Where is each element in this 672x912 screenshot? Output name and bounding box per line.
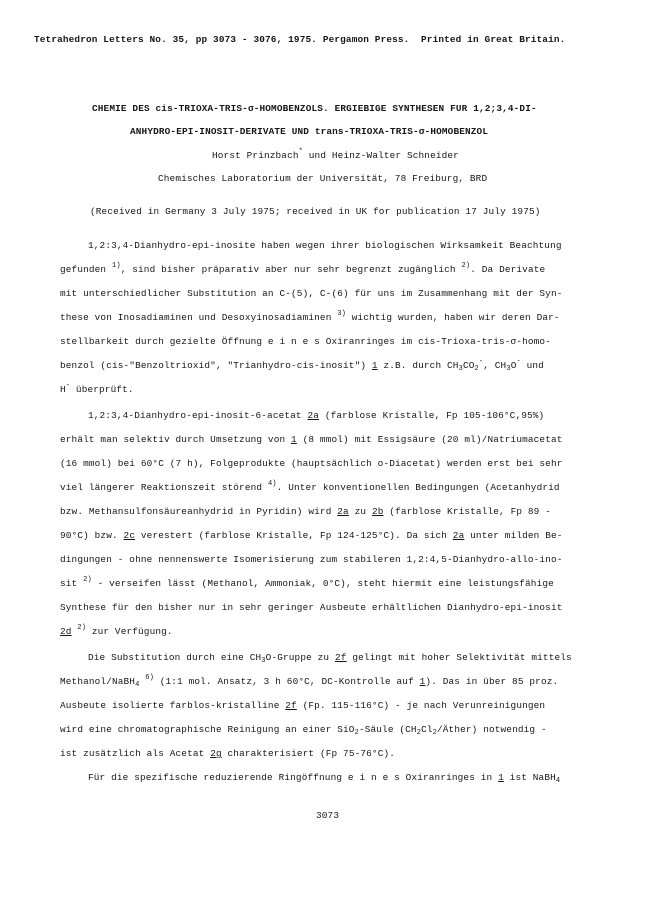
para2-line: sit $^{2)}$ - verseifen lässt (Methanol, Ammoniak, 0°C), steht hiermit eine leistungsfähige <box>60 576 554 589</box>
para3-line: Ausbeute isolierte farblos-kristalline 2f (Fp. 115-116°C) - je nach Verunreinigungen <box>60 700 546 711</box>
ref-1: 1) <box>112 262 121 270</box>
compound-1: 1 <box>371 360 378 371</box>
para2-line: 1,2:3,4-Dianhydro-epi-inosit-6-acetat 2a (farblose Kristalle, Fp 105-106°C,95%) <box>88 410 545 421</box>
para1-line: gefunden $^{1)}$, sind bisher präparativ aber nur sehr begrenzt zugänglich $^{2)}$. Da Derivate <box>60 262 546 275</box>
ref-2: 2) <box>83 576 92 584</box>
para2-line: viel längerer Reaktionszeit störend $^{4)}$. Unter konventionellen Bedingungen (Acetanhydrid <box>60 480 560 493</box>
compound-2a: 2a <box>452 530 465 541</box>
para2-line: 2d $^{2)}$ zur Verfügung. <box>60 624 173 637</box>
para1-line: these von Inosadiaminen und Desoxyinosadiaminen $^{3)}$ wichtig wurden, haben wir deren Dar- <box>60 310 560 323</box>
para2-line: 90°C) bzw. 2c verestert (farblose Kristalle, Fp 124-125°C). Da sich 2a unter milden Be- <box>60 530 563 541</box>
para3-line: Die Substitution durch eine $CH_3O$-Gruppe zu 2f gelingt mit hoher Selektivität mittels <box>88 652 572 665</box>
para2-line: bzw. Methansulfonsäureanhydrid in Pyridin) wird 2a zu 2b (farblose Kristalle, Fp 89 - <box>60 506 552 517</box>
compound-2c: 2c <box>123 530 136 541</box>
para2-line: erhält man selektiv durch Umsetzung von 1 (8 mmol) mit Essigsäure (20 ml)/Natriumacetat <box>60 434 563 445</box>
author-prinzbach: Horst Prinzbach <box>212 150 299 161</box>
ref-2: 2) <box>77 624 87 632</box>
para1-line: mit unterschiedlicher Substitution an C-(5), C-(6) für uns im Zusammenhang mit der Syn- <box>60 288 563 299</box>
compound-1: 1 <box>291 434 297 445</box>
nabh4-formula: NaBH$_4$ <box>111 676 140 689</box>
compound-2b: 2b <box>371 506 384 517</box>
page-number: 3073 <box>316 810 340 821</box>
corresponding-star: * <box>298 148 303 156</box>
para1-line: 1,2:3,4-Dianhydro-epi-inosite haben wegen ihrer biologischen Wirksamkeit Beachtung <box>88 240 562 251</box>
para2-line: dingungen - ohne nennenswerte Isomerisierung zum stabileren 1,2:4,5-Dianhydro-allo-ino- <box>60 554 563 565</box>
and-word: und <box>308 150 327 161</box>
authors <box>212 150 459 161</box>
para3-line: ist zusätzlich als Acetat 2g charakterisiert (Fp 75-76°C). <box>60 748 396 759</box>
ref-6: 6) <box>145 674 154 682</box>
compound-2d: 2d <box>60 626 72 637</box>
compound-2a: 2a <box>307 410 320 421</box>
para3-line: wird eine chromatographische Reinigung an einer SiO$_2$-Säule $(CH_2Cl_2/Äther)$ notwendig - <box>60 724 547 737</box>
methoxy-formula: $CH_3O$ <box>249 652 272 665</box>
methoxide-formula: $CH_3O^-$ <box>494 358 521 373</box>
para1-line: benzol (cis-"Benzoltrioxid", "Trianhydro-cis-inosit") 1 z.B. durch $CH_3CO_2^-$, $CH_3O^-$ und <box>60 358 544 373</box>
para4-line: Für die spezifische reduzierende Ringöffnung e i n e s Oxiranringes in 1 ist NaBH$_4$ <box>88 772 561 785</box>
para1-line: H- überprüft. <box>60 382 134 395</box>
hydride-formula: H- <box>60 382 71 395</box>
journal-citation: Tetrahedron Letters No. 35, pp 3073 - 3076, 1975. <box>34 34 318 45</box>
para3-line: Methanol/NaBH$_4$ $^{6)}$ (1:1 mol. Ansatz, 3 h 60°C, DC-Kontrolle auf 1). Das in über 85 proz. <box>60 674 559 689</box>
affiliation: Chemisches Laboratorium der Universität, 78 Freiburg, BRD <box>158 173 488 184</box>
compound-1: 1 <box>498 772 504 783</box>
journal-header <box>34 34 565 45</box>
printed-note: Printed in Great Britain. <box>421 34 566 45</box>
para2-line: (16 mmol) bei 60°C (7 h), Folgeprodukte (hauptsächlich o-Diacetat) werden erst bei sehr <box>60 458 563 469</box>
nabh4-formula: NaBH$_4$ <box>532 772 561 785</box>
compound-2a: 2a <box>337 506 349 517</box>
article-title-line-2: ANHYDRO-EPI-INOSIT-DERIVATE UND trans-TRIOXA-TRIS-σ-HOMOBENZOL <box>130 126 489 137</box>
author-schneider: Heinz-Walter Schneider <box>331 150 459 161</box>
compound-1: 1 <box>419 676 426 687</box>
ref-3: 3) <box>337 310 346 318</box>
article-title-line-1: CHEMIE DES cis-TRIOXA-TRIS-σ-HOMOBENZOLS. ERGIEBIGE SYNTHESEN FUR 1,2;3,4-DI- <box>92 103 537 114</box>
ref-2: 2) <box>461 262 471 270</box>
ch2cl2-formula: $CH_2Cl_2$ <box>405 724 437 737</box>
compound-2f: 2f <box>285 700 297 711</box>
sio2-formula: SiO$_2$ <box>337 724 359 737</box>
publisher: Pergamon Press. <box>322 34 410 45</box>
compound-2g: 2g <box>210 748 222 759</box>
para1-line: stellbarkeit durch gezielte Öffnung e i n e s Oxiranringes im cis-Trioxa-tris-σ-homo- <box>60 336 551 347</box>
para2-line: Synthese für den bisher nur in sehr geringer Ausbeute erhältlichen Dianhydro-epi-inosit <box>60 602 563 613</box>
ref-4: 4) <box>267 480 277 488</box>
received-dates: (Received in Germany 3 July 1975; received in UK for publication 17 July 1975) <box>90 206 541 217</box>
acetate-formula: $CH_3CO_2^-$ <box>447 358 484 373</box>
compound-2f: 2f <box>334 652 347 663</box>
